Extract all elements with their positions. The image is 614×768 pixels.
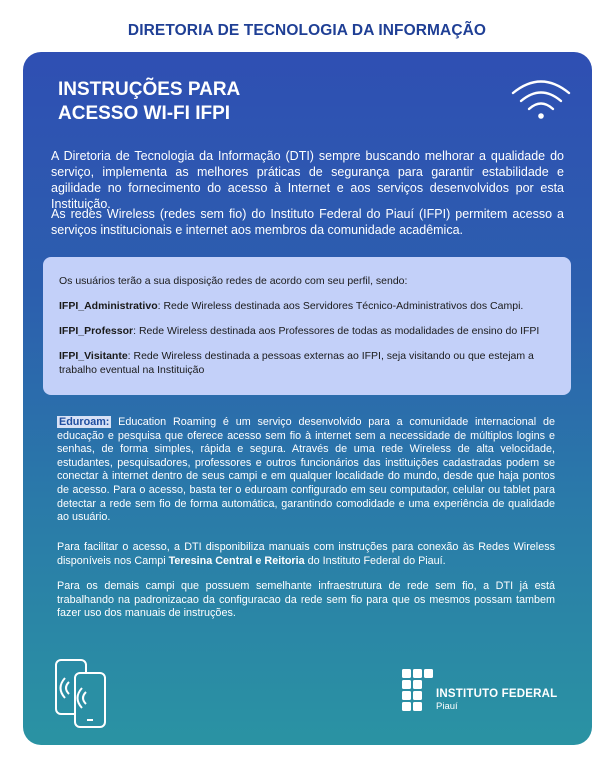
wifi-icon (510, 76, 572, 122)
network-item (59, 324, 555, 338)
network-name: IFPI_Professor (59, 325, 134, 337)
manuals-paragraph-1: Para facilitar o acesso, a DTI disponibiliza manuais com instruções para conexão às Redes Wireless disponíveis nos Campi Teresina Central e Reitoria do Instituto Federal do Piauí. (57, 541, 555, 567)
card-title-line1: INSTRUÇÕES PARA (58, 79, 241, 100)
page-header: DIRETORIA DE TECNOLOGIA DA INFORMAÇÃO (127, 22, 487, 39)
eduroam-paragraph (57, 416, 555, 525)
card-title (58, 78, 240, 126)
instructions-card (23, 52, 592, 745)
networks-box (43, 257, 571, 395)
network-desc: : Rede Wireless destinada aos Servidores Técnico-Administrativos dos Campi. (157, 300, 524, 312)
intro-paragraph-2: As redes Wireless (redes sem fio) do Instituto Federal do Piauí (IFPI) permitem acesso a serviços institucionais e internet aos membros da comunidade acadêmica. (51, 207, 564, 237)
institution-logo-text (436, 688, 557, 712)
eduroam-label: Eduroam: (59, 416, 110, 428)
network-desc: : Rede Wireless destinada aos Professores de todas as modalidades de ensino do IFPI (133, 325, 540, 337)
phones-icon (53, 658, 113, 730)
network-name: IFPI_Visitante (59, 350, 128, 362)
network-item (59, 299, 555, 313)
campi-highlight: Teresina Central e Reitoria (168, 554, 305, 567)
networks-lead: Os usuários terão a sua disposição redes de acordo com seu perfil, sendo: (59, 275, 408, 287)
network-item (59, 349, 555, 377)
institution-state: Piauí (436, 701, 458, 712)
network-name: IFPI_Administrativo (59, 300, 158, 312)
card-title-line2: ACESSO WI-FI IFPI (58, 103, 231, 124)
eduroam-text: Education Roaming é um serviço desenvolvido para a comunidade internacional de educação e pesquisa que oferece acesso sem fio à internet sem a necessidade de múltiplos logins e senhas, de forma simples, rápida e segura. Através de uma rede Wireless de alta velocidade, estudantes, pesquisadores, professores e outros funcionários das instituições cadastradas podem se conectar à internet dentro de seus campi e em qualquer localidade do mundo, desde que haja pontos de acesso. Para o acesso, basta ter o eduroam configurado em seu computador, celular ou tablet para detectar a rede sem fio de forma automática, garantindo comodidade e uma experiência de qualidade ao usuário. (57, 416, 555, 524)
intro-paragraph-1: A Diretoria de Tecnologia da Informação (DTI) sempre buscando melhorar a qualidade do serviço, implementa as melhores práticas de segurança para garantir estabilidade e agilidade no fornecimento do acesso à Internet e aos serviços desenvolvidos por esta Instituição. (51, 149, 564, 211)
institution-name: INSTITUTO FEDERAL (436, 688, 558, 700)
network-desc: : Rede Wireless destinada a pessoas externas ao IFPI, seja visitando ou que estejam a trabalho eventual na Instituição (59, 350, 534, 376)
manuals-paragraph-2: Para os demais campi que possuem semelhante infraestrutura de rede sem fio, a DTI já está trabalhando na padronizacao da configuracao da rede sem fio para que os mesmos possam tambem fazer uso dos manuais de instruções. (57, 580, 555, 620)
